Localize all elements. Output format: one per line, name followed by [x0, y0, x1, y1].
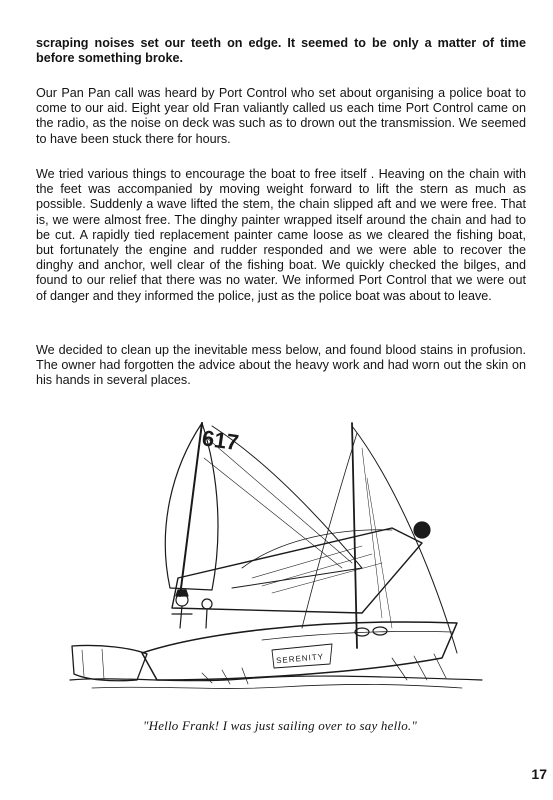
sail-number: 617 [200, 425, 241, 456]
hull-name: SERENITY [275, 652, 325, 666]
back-sailboat [165, 423, 430, 613]
paragraph-3: We tried various things to encourage the boat to free itself . Heaving on the chain with the feet was accompanied by moving weight forward to lift the stern as much as possible. Suddenly a wave lifted the stem, the chain slipped aft and we were free. That is, we were almost free. The dinghy painter wrapped itself around the chain and had to be cut. A rapidly tied replacement painter came loose as we cleared the fishing boat, but fortunately the engine and rudder responded and we were able to recover the dinghy and anchor, well clear of the fishing boat. We quickly checked the bilges, and found to our relief that there was no water. We informed Port Control that we were out of danger and they informed the police, just as the police boat was about to leave. [36, 167, 526, 303]
page-number: 17 [531, 766, 547, 782]
paragraph-2: Our Pan Pan call was heard by Port Control who set about organising a police boat to come to our aid. Eight year old Fran valiantly called us each time Port Control came on the radio, as the noise on deck was such as to drown out the transmission. We seemed to have been stuck there for hours. [36, 86, 526, 146]
illustration-caption: "Hello Frank! I was just sailing over to say hello." [142, 718, 418, 733]
sailboat-collision-illustration [62, 418, 492, 698]
dinghy [72, 645, 147, 680]
paragraph-4: We decided to clean up the inevitable mess below, and found blood stains in profusion. The owner had forgotten the advice about the heavy work and had worn out the skin on his hands in several places. [36, 343, 526, 388]
water-lines [70, 676, 482, 688]
front-sailboat [142, 423, 457, 680]
paragraph-1: scraping noises set our teeth on edge. It seemed to be only a matter of time before something broke. [36, 36, 526, 66]
